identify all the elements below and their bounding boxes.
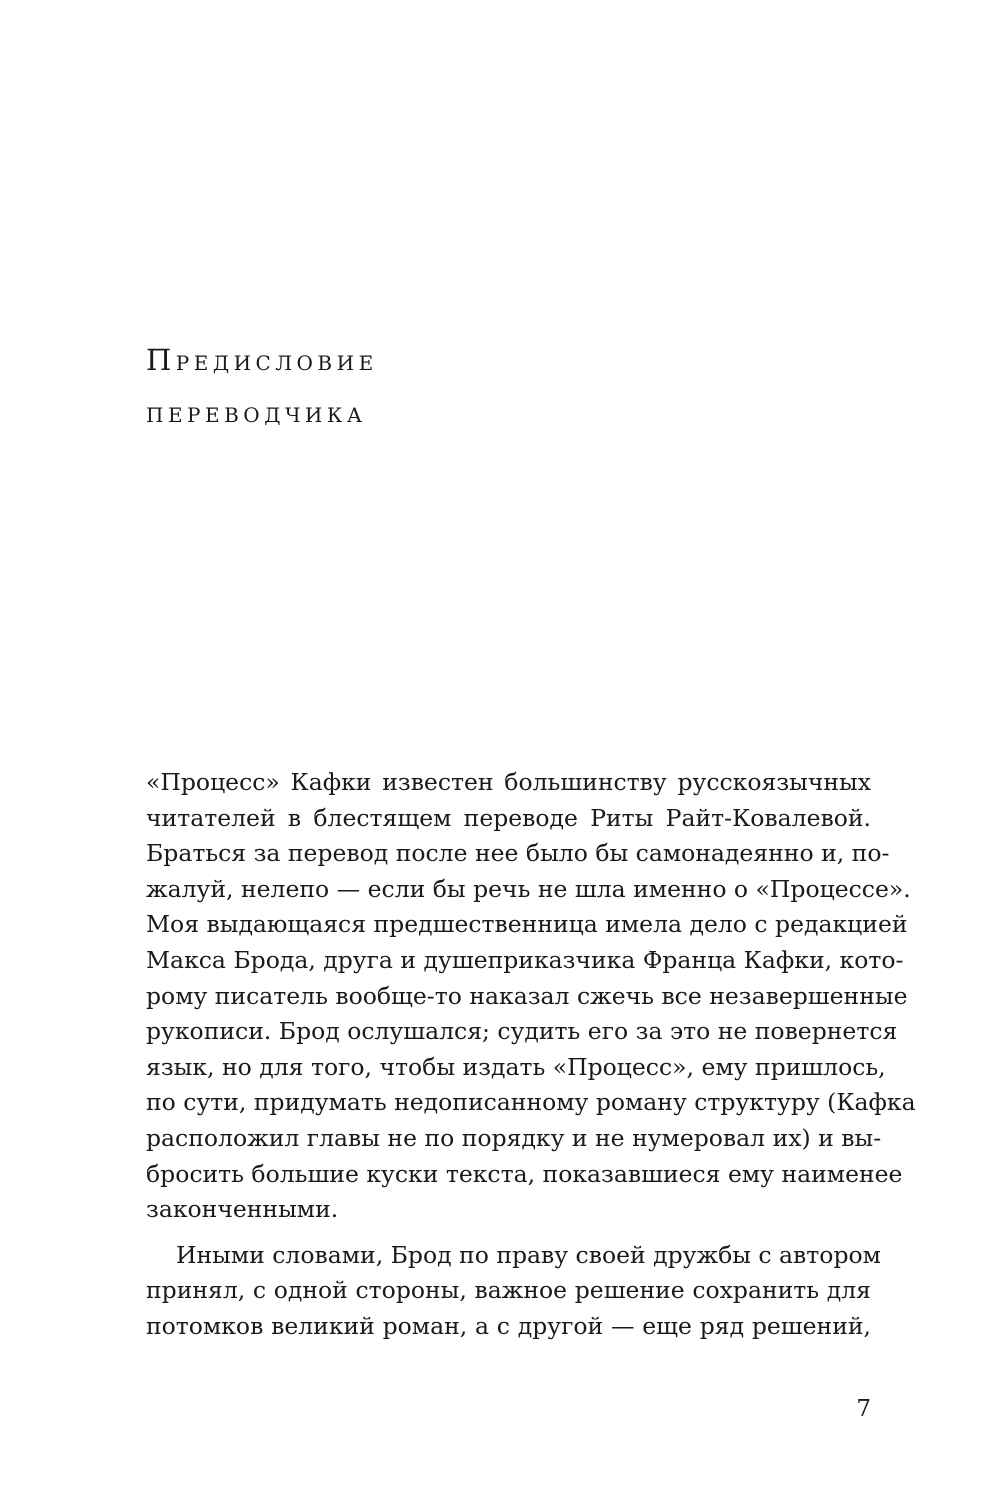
text-line: потомков великий роман, а с другой — еще ряд решений, xyxy=(146,1311,871,1340)
text-line: читателей в блестящем переводе Риты Райт-Ковалевой. xyxy=(146,803,871,832)
paragraph-gap xyxy=(146,1228,871,1238)
paragraph-2 xyxy=(146,1238,881,1345)
text-line: рому писатель вообще-то наказал сжечь все незавершенные xyxy=(146,981,908,1010)
text-line: расположил главы не по порядку и не нумеровал их) и вы- xyxy=(146,1123,882,1152)
text-line: Иными словами, Брод по праву своей дружбы с автором xyxy=(176,1240,881,1269)
chapter-title-line-2: переводчика xyxy=(146,395,367,429)
chapter-title xyxy=(146,334,846,438)
text-line: бросить большие куски текста, показавшиеся ему наименее xyxy=(146,1159,903,1188)
text-line: законченными. xyxy=(146,1195,339,1224)
text-line: язык, но для того, чтобы издать «Процесс», ему пришлось, xyxy=(146,1052,886,1081)
text-line: принял, с одной стороны, важное решение сохранить для xyxy=(146,1276,871,1305)
text-line: Моя выдающаяся предшественница имела дело с редакцией xyxy=(146,910,908,939)
body-text xyxy=(146,765,916,1345)
text-line: по сути, придумать недописанному роману структуру (Кафка xyxy=(146,1088,916,1117)
chapter-title-line-1: Предисловие xyxy=(146,343,378,377)
paragraph-1 xyxy=(146,765,916,1228)
text-line: Браться за перевод после нее было бы самонадеянно и, по- xyxy=(146,839,890,868)
text-line: «Процесс» Кафки известен большинству русскоязычных xyxy=(146,768,871,796)
text-line: Макса Брода, друга и душеприказчика Франца Кафки, кото- xyxy=(146,945,904,974)
text-line: жалуй, нелепо — если бы речь не шла именно о «Процессе». xyxy=(146,874,911,903)
page-number: 7 xyxy=(856,1396,871,1422)
text-line: рукописи. Брод ослушался; судить его за это не повернется xyxy=(146,1017,898,1046)
